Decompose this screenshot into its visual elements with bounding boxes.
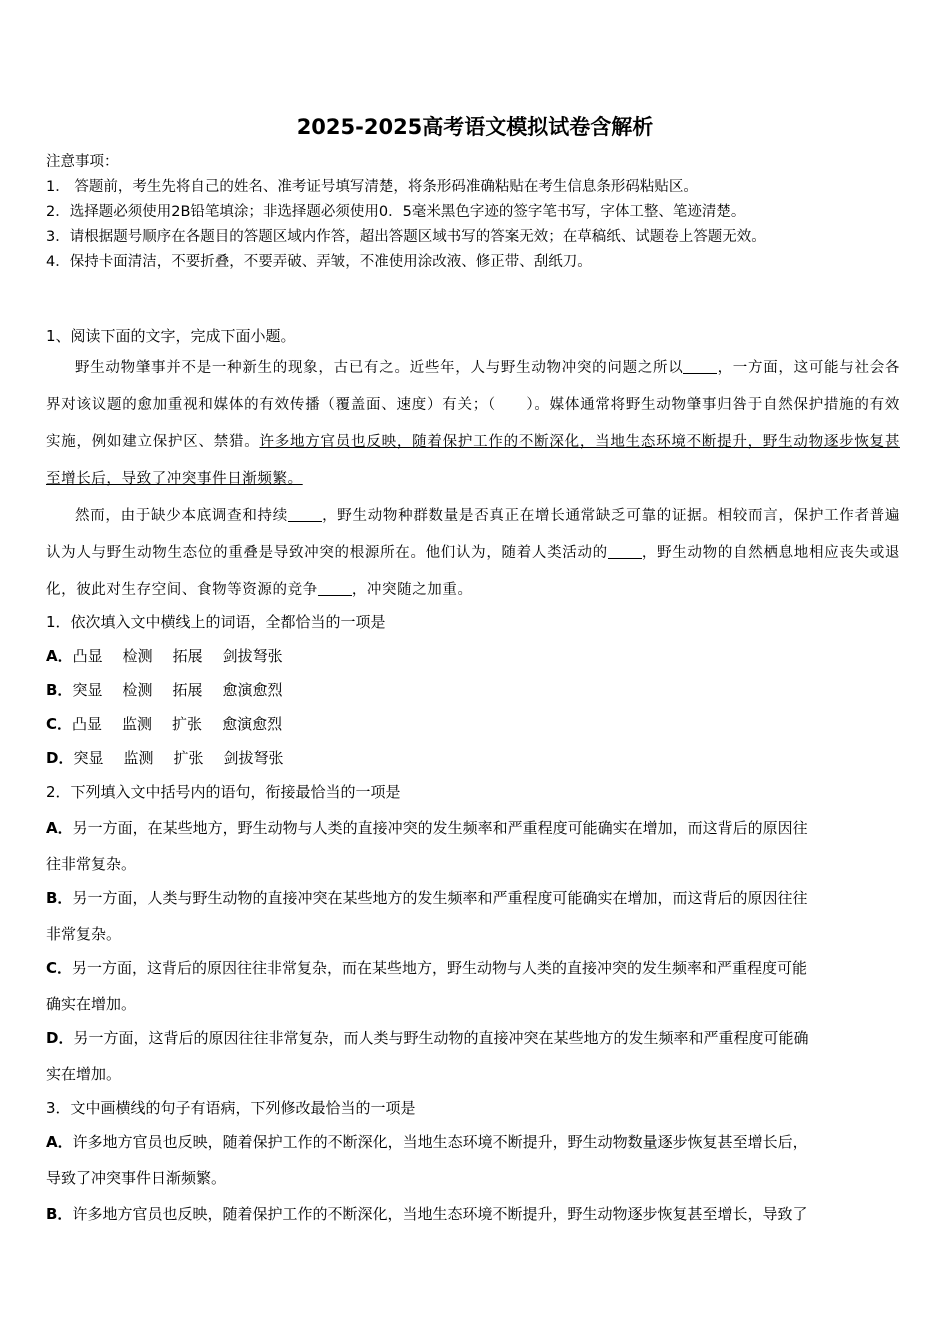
question-3-stem: 3．文中画横线的句子有语病，下列修改最恰当的一项是 <box>46 1099 416 1117</box>
question-2-option-c: C．另一方面，这背后的原因往往非常复杂，而在某些地方，野生动物与人类的直接冲突的发生频率和严重程度可能 <box>46 959 808 977</box>
question-3-option-a-cont: 导致了冲突事件日渐频繁。 <box>46 1169 227 1187</box>
notice-item-3: 3．请根据题号顺序在各题目的答题区域内作答，超出答题区域书写的答案无效；在草稿纸、试题卷上答题无效。 <box>46 229 766 245</box>
question-2-stem: 2．下列填入文中括号内的语句，衔接最恰当的一项是 <box>46 783 401 801</box>
notice-heading: 注意事项： <box>46 154 119 170</box>
question-1-stem: 1．依次填入文中横线上的词语，全都恰当的一项是 <box>46 613 386 631</box>
passage-paragraph-2: 然而，由于缺少本底调查和持续 ，野生动物种群数量是否真正在增长通常缺乏可靠的证据。相较而言，保护工作者普遍认为人与野生动物生态位的重叠是导致冲突的根源所在。他们认为，随着人类活动的 ，野生动物的自然栖息地相应丧失或退化，彼此对生存空间、食物等资源的竞争 ，冲突随之加重。 <box>46 508 901 598</box>
question-2-option-a: A．另一方面，在某些地方，野生动物与人类的直接冲突的发生频率和严重程度可能确实在增加，而这背后的原因往 <box>46 819 808 837</box>
reading-passage <box>46 350 900 609</box>
fill-blank-2 <box>288 507 322 523</box>
question-2-option-c-cont: 确实在增加。 <box>46 995 137 1013</box>
question-1-option-d: D．突显 监测 扩张 剑拔弩张 <box>46 749 284 767</box>
question-2-option-d: D．另一方面，这背后的原因往往非常复杂，而人类与野生动物的直接冲突在某些地方的发生频率和严重程度可能确 <box>46 1029 809 1047</box>
notice-block <box>46 150 906 275</box>
underlined-sentence: 许多地方官员也反映，随着保护工作的不断深化，当地生态环境不断提升，野生动物逐步恢复甚至增长后，导致了冲突事件日渐频繁。 <box>46 434 900 487</box>
fill-blank-4 <box>318 581 352 597</box>
fill-blank-3 <box>608 544 642 560</box>
notice-item-4: 4．保持卡面清洁，不要折叠，不要弄破、弄皱，不准使用涂改液、修正带、刮纸刀。 <box>46 254 592 270</box>
question-3-option-a: A．许多地方官员也反映，随着保护工作的不断深化，当地生态环境不断提升，野生动物数量逐步恢复甚至增长后， <box>46 1133 808 1151</box>
question-2-option-a-cont: 往非常复杂。 <box>46 855 137 873</box>
notice-item-2: 2．选择题必须使用2B铅笔填涂；非选择题必须使用0．5毫米黑色字迹的签字笔书写，字体工整、笔迹清楚。 <box>46 204 746 220</box>
section-intro: 1、阅读下面的文字，完成下面小题。 <box>46 327 296 345</box>
document-title: 2025-2025高考语文模拟试卷含解析 <box>296 115 654 139</box>
question-1-option-a: A．凸显 检测 拓展 剑拔弩张 <box>46 647 283 665</box>
passage-paragraph-1: 野生动物肇事并不是一种新生的现象，古已有之。近些年，人与野生动物冲突的问题之所以 ，一方面，这可能与社会各界对该议题的愈加重视和媒体的有效传播（覆盖面、速度）有关；（ ）。媒体通常将野生动物肇事归咎于自然保护措施的有效实施，例如建立保护区、禁猎。许多地方官员也反映，随着保护工作的不断深化，当地生态环境不断提升，野生动物逐步恢复甚至增长后，导致了冲突事件日渐频繁。 <box>46 360 901 487</box>
notice-item-1: 1． 答题前，考生先将自己的姓名、准考证号填写清楚，将条形码准确粘贴在考生信息条形码粘贴区。 <box>46 179 698 195</box>
question-3-option-b: B．许多地方官员也反映，随着保护工作的不断深化，当地生态环境不断提升，野生动物逐步恢复甚至增长，导致了 <box>46 1205 808 1223</box>
fill-blank-1 <box>683 359 717 375</box>
question-2-option-b: B．另一方面，人类与野生动物的直接冲突在某些地方的发生频率和严重程度可能确实在增加，而这背后的原因往往 <box>46 889 808 907</box>
question-2-option-d-cont: 实在增加。 <box>46 1065 122 1083</box>
question-1-option-b: B．突显 检测 拓展 愈演愈烈 <box>46 681 283 699</box>
question-2-option-b-cont: 非常复杂。 <box>46 925 122 943</box>
question-1-option-c: C．凸显 监测 扩张 愈演愈烈 <box>46 715 283 733</box>
